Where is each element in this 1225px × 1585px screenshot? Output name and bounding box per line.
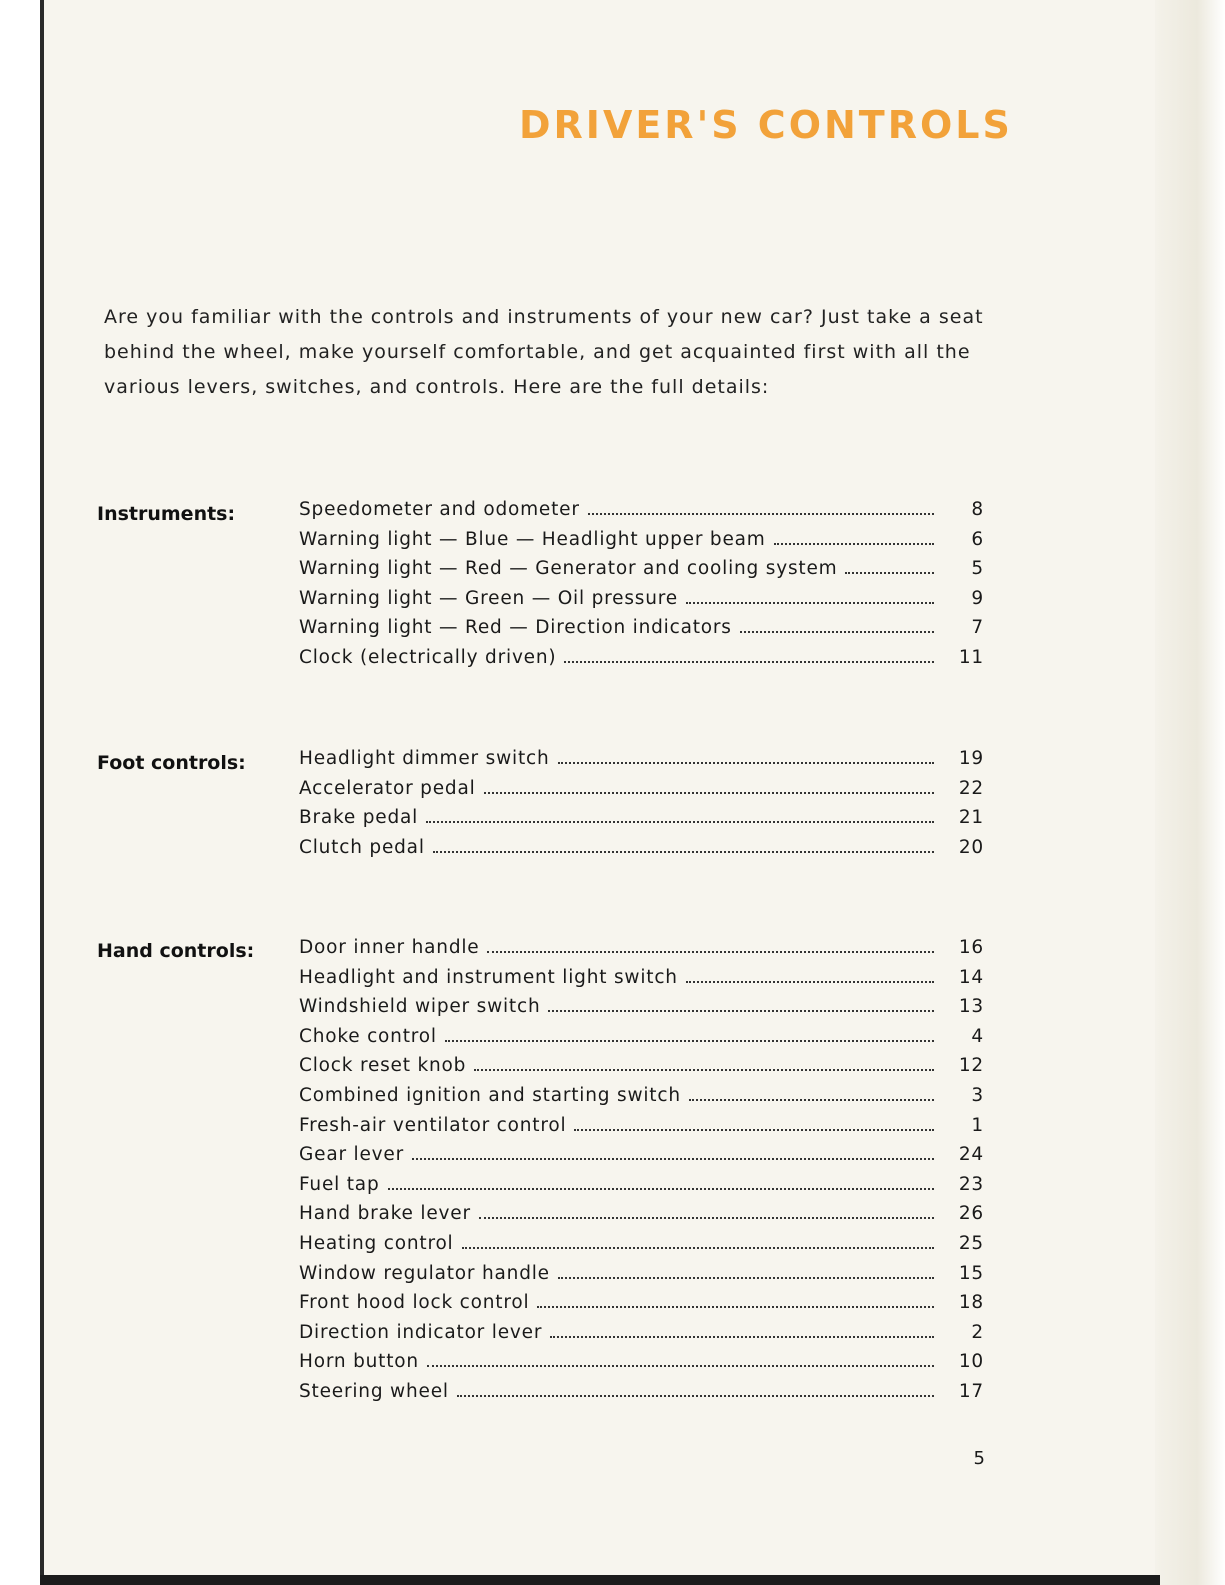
dot-leader xyxy=(412,1158,934,1160)
entry-label: Front hood lock control xyxy=(299,1292,530,1314)
dot-leader xyxy=(689,1099,934,1101)
toc-entry xyxy=(299,778,984,808)
dot-leader xyxy=(686,981,934,983)
section-hand-controls-list xyxy=(299,937,984,1411)
page-title: DRIVER'S CONTROLS xyxy=(519,103,1013,147)
entry-label: Gear lever xyxy=(299,1144,404,1166)
toc-entry xyxy=(299,1351,984,1381)
dot-leader xyxy=(537,1306,934,1308)
section-foot-controls-list xyxy=(299,748,984,866)
entry-page-number: 17 xyxy=(958,1380,984,1402)
toc-entry xyxy=(299,1085,984,1115)
entry-page-number: 22 xyxy=(958,777,984,799)
entry-page-number: 2 xyxy=(971,1321,984,1343)
entry-label: Combined ignition and starting switch xyxy=(299,1084,681,1106)
entry-page-number: 26 xyxy=(958,1203,984,1225)
dot-leader xyxy=(427,1365,934,1367)
dot-leader xyxy=(457,1395,934,1397)
dot-leader xyxy=(845,572,934,574)
entry-label: Accelerator pedal xyxy=(299,777,476,799)
manual-page xyxy=(44,0,1155,1585)
toc-entry xyxy=(299,1174,984,1204)
dot-leader xyxy=(484,792,934,794)
entry-page-number: 20 xyxy=(958,836,984,858)
entry-page-number: 6 xyxy=(971,528,984,550)
toc-entry xyxy=(299,1055,984,1085)
entry-page-number: 5 xyxy=(971,558,984,580)
entry-label: Speedometer and odometer xyxy=(299,499,580,520)
dot-leader xyxy=(426,821,934,823)
toc-entry xyxy=(299,1203,984,1233)
toc-entry xyxy=(299,617,984,647)
entry-page-number: 9 xyxy=(971,587,984,609)
entry-label: Warning light — Red — Direction indicators xyxy=(299,617,732,639)
entry-label: Window regulator handle xyxy=(299,1262,550,1284)
toc-entry xyxy=(299,1026,984,1056)
entry-label: Fresh-air ventilator control xyxy=(299,1114,567,1136)
entry-label: Fuel tap xyxy=(299,1173,380,1195)
entry-page-number: 1 xyxy=(971,1114,984,1136)
dot-leader xyxy=(474,1069,934,1071)
entry-label: Clock (electrically driven) xyxy=(299,646,557,668)
toc-entry xyxy=(299,499,984,529)
entry-page-number: 10 xyxy=(958,1351,984,1373)
dot-leader xyxy=(558,762,934,764)
entry-page-number: 8 xyxy=(971,499,984,520)
entry-label: Door inner handle xyxy=(299,937,480,958)
toc-entry xyxy=(299,996,984,1026)
dot-leader xyxy=(550,1336,934,1338)
toc-entry xyxy=(299,558,984,588)
toc-entry xyxy=(299,647,984,677)
entry-label: Choke control xyxy=(299,1025,437,1047)
entry-page-number: 14 xyxy=(958,966,984,988)
scan-right-margin xyxy=(1155,0,1225,1585)
entry-page-number: 7 xyxy=(971,617,984,639)
entry-page-number: 4 xyxy=(971,1025,984,1047)
toc-entry xyxy=(299,529,984,559)
entry-label: Windshield wiper switch xyxy=(299,996,541,1018)
toc-entry xyxy=(299,1322,984,1352)
toc-entry xyxy=(299,1233,984,1263)
toc-entry xyxy=(299,1292,984,1322)
dot-leader xyxy=(686,602,934,604)
entry-page-number: 23 xyxy=(958,1173,984,1195)
toc-entry xyxy=(299,967,984,997)
dot-leader xyxy=(574,1129,934,1131)
section-instruments-list xyxy=(299,499,984,677)
dot-leader xyxy=(740,631,934,633)
entry-label: Heating control xyxy=(299,1232,454,1254)
intro-paragraph: Are you familiar with the controls and instruments of your new car? Just take a seat behind the wheel, make yourself comfortable, and get acquainted first with all the various levers, switches, and controls. Here are the full details: xyxy=(104,306,984,398)
page-number: 5 xyxy=(973,1448,985,1469)
entry-label: Hand brake lever xyxy=(299,1203,471,1225)
toc-entry xyxy=(299,1115,984,1145)
dot-leader xyxy=(564,661,934,663)
entry-label: Brake pedal xyxy=(299,807,419,829)
dot-leader xyxy=(487,951,934,953)
dot-leader xyxy=(479,1217,934,1219)
entry-page-number: 24 xyxy=(958,1144,984,1166)
entry-label: Steering wheel xyxy=(299,1380,449,1402)
entry-page-number: 18 xyxy=(958,1292,984,1314)
entry-page-number: 3 xyxy=(971,1084,984,1106)
dot-leader xyxy=(548,1010,934,1012)
section-label-instruments: Instruments: xyxy=(97,503,236,525)
dot-leader xyxy=(558,1277,934,1279)
entry-page-number: 25 xyxy=(958,1232,984,1254)
scan-left-margin xyxy=(0,0,44,1585)
entry-label: Clutch pedal xyxy=(299,836,425,858)
entry-label: Warning light — Green — Oil pressure xyxy=(299,587,678,609)
entry-label: Warning light — Blue — Headlight upper beam xyxy=(299,528,766,550)
entry-page-number: 15 xyxy=(958,1262,984,1284)
dot-leader xyxy=(774,543,934,545)
toc-entry xyxy=(299,937,984,967)
section-label-foot-controls: Foot controls: xyxy=(97,752,246,774)
entry-page-number: 11 xyxy=(958,646,984,668)
toc-entry xyxy=(299,1381,984,1411)
entry-page-number: 16 xyxy=(958,937,984,958)
section-label-hand-controls: Hand controls: xyxy=(97,940,255,962)
entry-page-number: 12 xyxy=(958,1055,984,1077)
toc-entry xyxy=(299,837,984,867)
entry-label: Direction indicator lever xyxy=(299,1321,543,1343)
entry-label: Horn button xyxy=(299,1351,419,1373)
toc-entry xyxy=(299,748,984,778)
entry-label: Headlight and instrument light switch xyxy=(299,966,678,988)
dot-leader xyxy=(388,1188,935,1190)
entry-label: Clock reset knob xyxy=(299,1055,467,1077)
dot-leader xyxy=(462,1247,935,1249)
entry-label: Headlight dimmer switch xyxy=(299,748,550,769)
toc-entry xyxy=(299,1263,984,1293)
toc-entry xyxy=(299,588,984,618)
toc-entry xyxy=(299,1144,984,1174)
entry-page-number: 13 xyxy=(958,996,984,1018)
dot-leader xyxy=(433,851,934,853)
entry-page-number: 21 xyxy=(958,807,984,829)
entry-page-number: 19 xyxy=(958,748,984,769)
dot-leader xyxy=(445,1040,934,1042)
entry-label: Warning light — Red — Generator and cooling system xyxy=(299,558,838,580)
dot-leader xyxy=(588,513,934,515)
toc-entry xyxy=(299,807,984,837)
